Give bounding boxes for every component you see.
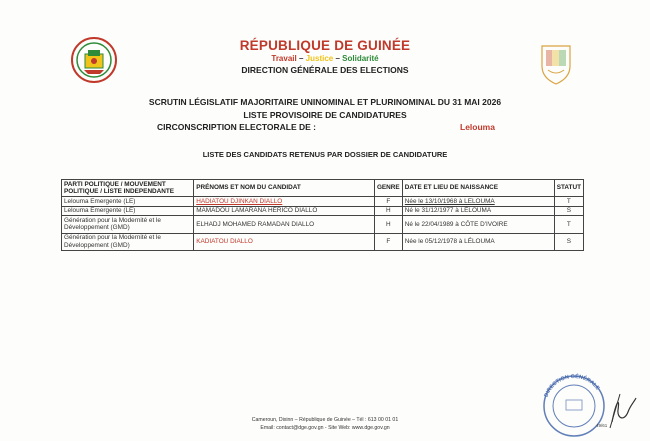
circonscription-label: CIRCONSCRIPTION ELECTORALE DE : xyxy=(157,122,316,132)
cell-candidat: ELHADJ MOHAMED RAMADAN DIALLO xyxy=(194,216,375,233)
stamp-text: DIRECTION GÉNÉRALE xyxy=(543,373,601,399)
candidates-table xyxy=(61,179,584,251)
motto-solidarite: Solidarité xyxy=(342,54,379,63)
cell-parti: Génération pour la Modernité et le Développement (GMD) xyxy=(62,216,194,233)
letterhead xyxy=(0,38,650,75)
cell-naissance: Née le 13/10/1968 à LELOUMA xyxy=(402,197,554,207)
cell-genre: F xyxy=(374,197,402,207)
footer-address: Cameroun, Dixinn – République de Guinée – Tél : 613 00 01 01 xyxy=(251,417,399,423)
handwritten-signature xyxy=(606,392,642,432)
cell-statut: T xyxy=(554,197,583,207)
national-motto xyxy=(0,54,650,63)
cell-parti: Génération pour la Modernité et le Développement (GMD) xyxy=(62,233,194,250)
motto-travail: Travail xyxy=(271,54,297,63)
motto-dash-2: – xyxy=(335,54,340,63)
scrutin-title: SCRUTIN LÉGISLATIF MAJORITAIRE UNINOMINAL ET PLURINOMINAL DU 31 MAI 2026 xyxy=(148,97,502,107)
cell-statut: T xyxy=(554,216,583,233)
page-number: 49/61 xyxy=(596,423,608,428)
cell-naissance: Née le 05/12/1978 à LÉLOUMA xyxy=(402,233,554,250)
motto-dash-1: – xyxy=(298,54,304,63)
cell-candidat: MAMADOU LAMARANA HÉRICO DIALLO xyxy=(194,206,375,216)
cell-genre: H xyxy=(374,216,402,233)
cell-parti: Lelouma Emergente (LE) xyxy=(62,206,194,216)
motto-justice: Justice xyxy=(305,54,334,63)
cell-statut: S xyxy=(554,233,583,250)
cell-candidat: KADIATOU DIALLO xyxy=(194,233,375,250)
cell-statut: S xyxy=(554,206,583,216)
header-genre: GENRE xyxy=(374,180,402,197)
cell-candidat: HADIATOU DJINKAN DIALLO xyxy=(194,197,375,207)
cell-parti: Lelouma Emergente (LE) xyxy=(62,197,194,207)
table-subtitle: LISTE DES CANDIDATS RETENUS PAR DOSSIER DE CANDIDATURE xyxy=(202,150,448,159)
circonscription-value: Lelouma xyxy=(460,122,495,132)
header-naissance: DATE ET LIEU DE NAISSANCE xyxy=(402,180,554,197)
scrutin-heading xyxy=(0,96,650,121)
republic-title: RÉPUBLIQUE DE GUINÉE xyxy=(239,38,411,53)
direction-title: DIRECTION GÉNÉRALE DES ELECTIONS xyxy=(241,65,409,75)
header-parti: PARTI POLITIQUE / MOUVEMENT POLITIQUE / LISTE INDEPENDANTE xyxy=(62,180,194,197)
table-row xyxy=(62,233,584,250)
list-type-title: LISTE PROVISOIRE DE CANDIDATURES xyxy=(243,109,407,120)
cell-genre: F xyxy=(374,233,402,250)
footer-contact: Email: contact@dge.gov.gn - Site Web: www.dge.gov.gn xyxy=(260,425,390,431)
table-header-row xyxy=(62,180,584,197)
cell-naissance: Né le 31/12/1977 à LÉLOUMA xyxy=(402,206,554,216)
header-statut: STATUT xyxy=(554,180,583,197)
table-row xyxy=(62,197,584,207)
header-candidat: PRÉNOMS ET NOM DU CANDIDAT xyxy=(194,180,375,197)
table-row xyxy=(62,216,584,233)
table-row xyxy=(62,206,584,216)
cell-naissance: Né le 22/04/1989 à CÔTE D'IVOIRE xyxy=(402,216,554,233)
cell-genre: H xyxy=(374,206,402,216)
